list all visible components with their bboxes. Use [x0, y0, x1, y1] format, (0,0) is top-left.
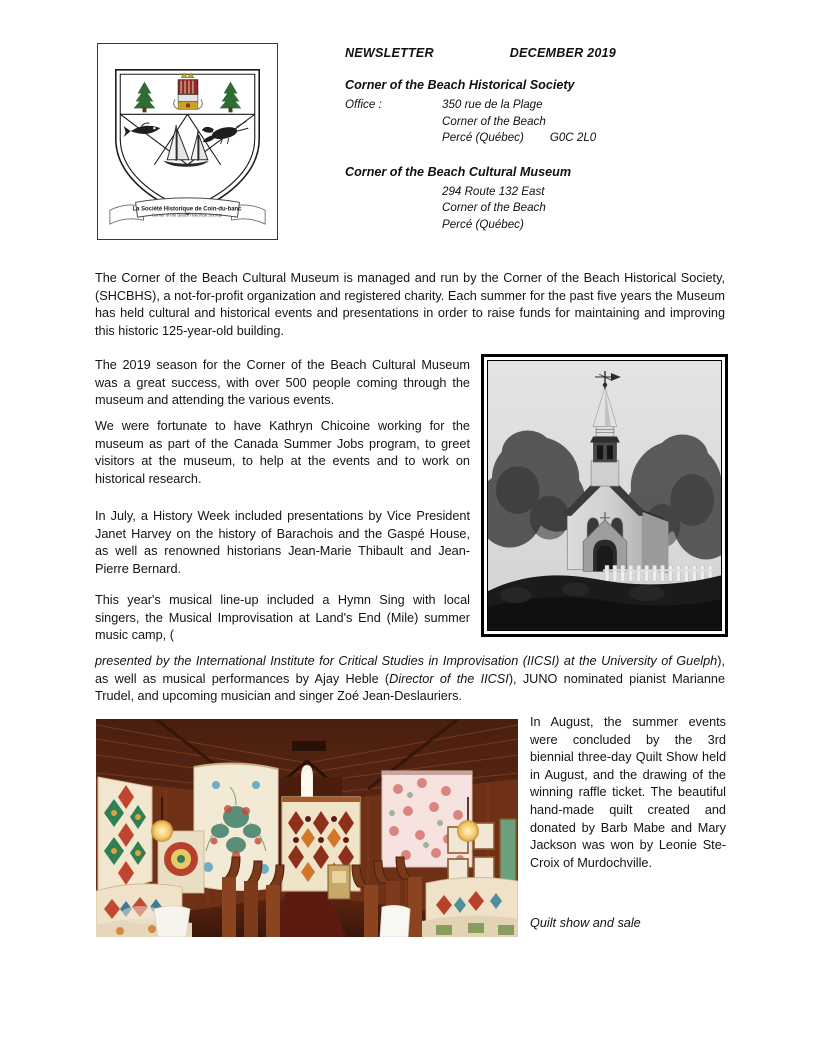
society-postal-code: G0C 2L0: [549, 131, 597, 145]
museum-locality: Corner of the Beach: [442, 201, 546, 215]
museum-name: Corner of the Beach Cultural Museum: [345, 164, 572, 179]
crest-artwork: [98, 44, 277, 239]
church-photo-frame: [481, 354, 728, 637]
body-paragraph-3: We were fortunate to have Kathryn Chicoine working for the museum as part of the Canada Summer Jobs program, to greet visitors at the museum, to help at the events and to work on historical research.: [95, 419, 470, 486]
quilt-photo-caption: Quilt show and sale: [530, 916, 641, 930]
museum-address-line-3: [345, 217, 745, 234]
society-address-line-2: [345, 114, 745, 131]
body-paragraph-5-continued: [95, 653, 725, 706]
newsletter-label: NEWSLETTER: [345, 46, 434, 60]
church-photo-artwork: [488, 361, 721, 630]
paragraph-5-italic-1: presented by the International Institute for Critical Studies in Improvisation (IICSI) at the University of Guelph: [95, 654, 718, 668]
society-city: Percé (Québec): [442, 131, 524, 145]
museum-city: Percé (Québec): [442, 217, 524, 231]
crest-banner-line2: Corner of the Beach Historical Society: [152, 212, 222, 218]
body-paragraph-2: The 2019 season for the Corner of the Beach Cultural Museum was a great success, with over 500 people coming through the museum and attending the various events.: [95, 358, 470, 408]
body-paragraph-1: The Corner of the Beach Cultural Museum is managed and run by the Corner of the Beach Historical Society, (SHCBHS), a not-for-profit organization and registered charity. Each summer for the past five years the Museum has held cultural and historical events and presentations in order to raise funds for maintaining and improving this historic 125-year-old building.: [95, 271, 725, 338]
museum-street: 294 Route 132 East: [442, 184, 545, 198]
paragraph-5-text-part-1: This year's musical line-up included a Hymn Sing with local singers, the Musical Improvisation at Land's End (Mile) summer music camp, (: [95, 593, 470, 643]
newsletter-heading: [345, 46, 745, 60]
body-paragraph-6: In August, the summer events were concluded by the 3rd biennial three-day Quilt Show held in August, and the drawing of the winning raffle ticket. The beautiful hand-made quilt created and donated by Barb Mabe and Mary Jackson was won by Leonie Ste-Croix of Murdochville.: [530, 715, 726, 870]
quilt-photo: [96, 719, 518, 937]
white-lampshade: [154, 906, 190, 937]
paragraph-5-text-part-2: ), as well as musical performances by Ajay Heble (: [95, 654, 725, 686]
paragraph-5-text-part-3: ), JUNO nominated pianist Marianne Trudel, and upcoming musician and singer Zoé Jean-Deslauriers.: [95, 671, 726, 704]
quilt-photo-artwork: [96, 719, 518, 937]
church-photo: [487, 360, 722, 631]
society-locality: Corner of the Beach: [442, 114, 546, 128]
body-paragraph-5-column: [95, 592, 470, 645]
museum-address-line-1: [345, 184, 745, 201]
society-crest-logo: [97, 43, 278, 240]
quilt-diamond-wall: [98, 777, 152, 897]
letterhead-text: [345, 46, 745, 234]
paragraph-5-italic-2: Director of the IICSI: [389, 671, 509, 686]
issue-date: DECEMBER 2019: [509, 46, 616, 60]
office-label: Office :: [345, 98, 382, 111]
society-address-line-3: [345, 130, 745, 147]
society-address-line-1: [345, 97, 745, 114]
white-cloth: [380, 905, 410, 937]
society-name: Corner of the Beach Historical Society: [345, 78, 575, 92]
museum-address-line-2: [345, 200, 745, 217]
body-paragraph-4: In July, a History Week included presentations by Vice President Janet Harvey on the history of Barachois and the Gaspé House, as well as renowned historians Jean-Marie Thibault and Jean-Pierre Bernard.: [95, 509, 470, 576]
quilts-on-pews-right: [422, 877, 518, 937]
society-street: 350 rue de la Plage: [442, 98, 543, 111]
crest-banner-line1: La Société Historique de Coin-du-banc: [132, 206, 242, 213]
